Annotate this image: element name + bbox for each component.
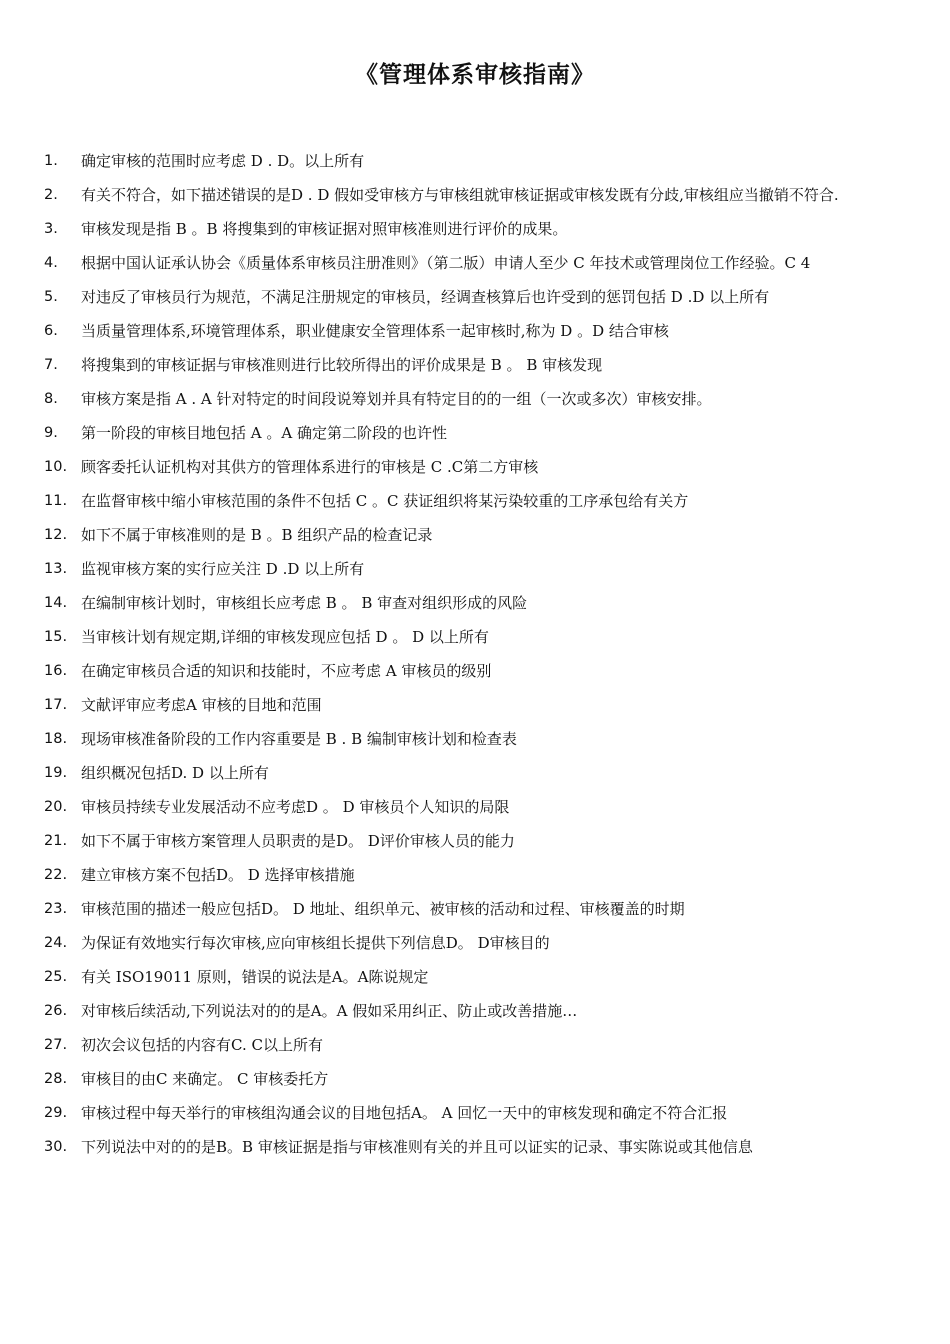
question-text: 组织概况包括D. D 以上所有 (81, 764, 269, 782)
question-number: 17. (44, 697, 68, 713)
question-text: 根据中国认证承认协会《质量体系审核员注册准则》（第二版）申请人至少 C 年技术或管理岗位工作经验。C 4 (81, 254, 811, 272)
question-item (44, 484, 910, 518)
question-number: 14. (44, 595, 68, 611)
question-text: 审核目的由C 来确定。 C 审核委托方 (81, 1070, 329, 1088)
question-item (44, 212, 910, 246)
question-number: 26. (44, 1003, 68, 1019)
question-item (44, 382, 910, 416)
question-number: 1. (44, 153, 58, 169)
question-text: 为保证有效地实行每次审核,应向审核组长提供下列信息D。 D审核目的 (81, 934, 550, 952)
question-number: 28. (44, 1071, 68, 1087)
question-text: 初次会议包括的内容有C. C以上所有 (81, 1036, 323, 1054)
question-number: 24. (44, 935, 68, 951)
question-number: 19. (44, 765, 68, 781)
question-item (44, 314, 910, 348)
question-item (44, 518, 910, 552)
question-item (44, 858, 910, 892)
question-item (44, 586, 910, 620)
question-number: 22. (44, 867, 68, 883)
question-text: 当审核计划有规定期,详细的审核发现应包括 D 。 D 以上所有 (81, 628, 489, 646)
question-item (44, 416, 910, 450)
question-number: 15. (44, 629, 68, 645)
question-number: 12. (44, 527, 68, 543)
question-item (44, 144, 910, 178)
question-text: 文献评审应考虑A 审核的目地和范围 (81, 696, 322, 714)
question-item (44, 994, 910, 1028)
question-item (44, 654, 910, 688)
question-item (44, 824, 910, 858)
question-item (44, 926, 910, 960)
question-item (44, 688, 910, 722)
question-number: 18. (44, 731, 68, 747)
question-item (44, 892, 910, 926)
question-item (44, 960, 910, 994)
question-text: 有关 ISO19011 原则，错误的说法是A。A陈说规定 (81, 968, 429, 986)
question-item (44, 246, 910, 280)
question-item (44, 1028, 910, 1062)
question-number: 29. (44, 1105, 68, 1121)
question-text: 对审核后续活动,下列说法对的的是A。A 假如采用纠正、防止或改善措施… (81, 1002, 578, 1020)
question-text: 审核员持续专业发展活动不应考虑D 。 D 审核员个人知识的局限 (81, 798, 510, 816)
question-number: 8. (44, 391, 58, 407)
question-text: 顾客委托认证机构对其供方的管理体系进行的审核是 C .C第二方审核 (81, 458, 539, 476)
question-number: 10. (44, 459, 68, 475)
question-number: 3. (44, 221, 58, 237)
question-list (44, 144, 910, 1164)
question-text: 将搜集到的审核证据与审核准则进行比较所得出的评价成果是 B 。 B 审核发现 (81, 356, 603, 374)
question-text: 如下不属于审核方案管理人员职责的是D。 D评价审核人员的能力 (81, 832, 515, 850)
question-text: 如下不属于审核准则的是 B 。B 组织产品的检查记录 (81, 526, 433, 544)
question-text: 监视审核方案的实行应关注 D .D 以上所有 (81, 560, 365, 578)
question-text: 审核范围的描述一般应包括D。 D 地址、组织单元、被审核的活动和过程、审核覆盖的时期 (81, 900, 685, 918)
question-text: 确定审核的范围时应考虑 D . D。以上所有 (81, 152, 365, 170)
question-number: 20. (44, 799, 68, 815)
question-text: 当质量管理体系,环境管理体系，职业健康安全管理体系一起审核时,称为 D 。D 结合审核 (81, 322, 669, 340)
question-text: 审核发现是指 B 。B 将搜集到的审核证据对照审核准则进行评价的成果。 (81, 220, 568, 238)
question-number: 23. (44, 901, 68, 917)
question-text: 建立审核方案不包括D。 D 选择审核措施 (81, 866, 355, 884)
question-number: 9. (44, 425, 58, 441)
question-number: 16. (44, 663, 68, 679)
question-number: 2. (44, 187, 58, 203)
question-item (44, 178, 910, 212)
question-item (44, 620, 910, 654)
question-text: 下列说法中对的的是B。B 审核证据是指与审核准则有关的并且可以证实的记录、事实陈说或其他信息 (81, 1138, 753, 1156)
question-text: 在确定审核员合适的知识和技能时，不应考虑 A 审核员的级别 (81, 662, 492, 680)
question-text: 对违反了审核员行为规范，不满足注册规定的审核员，经调查核算后也许受到的惩罚包括 D .D 以上所有 (81, 288, 770, 306)
question-number: 27. (44, 1037, 68, 1053)
question-number: 30. (44, 1139, 68, 1155)
question-item (44, 1062, 910, 1096)
question-item (44, 790, 910, 824)
question-number: 5. (44, 289, 58, 305)
question-text: 现场审核准备阶段的工作内容重要是 B . B 编制审核计划和检查表 (81, 730, 517, 748)
question-text: 在监督审核中缩小审核范围的条件不包括 C 。C 获证组织将某污染较重的工序承包给有关方 (81, 492, 689, 510)
question-item (44, 450, 910, 484)
question-number: 13. (44, 561, 68, 577)
question-number: 25. (44, 969, 68, 985)
question-item (44, 722, 910, 756)
question-item (44, 1096, 910, 1130)
question-item (44, 756, 910, 790)
question-number: 4. (44, 255, 58, 271)
question-item (44, 280, 910, 314)
question-item (44, 348, 910, 382)
question-number: 7. (44, 357, 58, 373)
document-title: 《管理体系审核指南》 (355, 62, 595, 88)
question-text: 审核方案是指 A . A 针对特定的时间段说筹划并具有特定目的的一组（一次或多次）审核安排。 (81, 390, 712, 408)
question-text: 在编制审核计划时，审核组长应考虑 B 。 B 审查对组织形成的风险 (81, 594, 528, 612)
question-number: 11. (44, 493, 68, 509)
question-number: 21. (44, 833, 68, 849)
question-text: 有关不符合，如下描述错误的是D . D 假如受审核方与审核组就审核证据或审核发既有分歧,审核组应当撤销不符合. (81, 186, 839, 204)
question-number: 6. (44, 323, 58, 339)
question-text: 第一阶段的审核目地包括 A 。A 确定第二阶段的也许性 (81, 424, 447, 442)
question-item (44, 1130, 910, 1164)
question-text: 审核过程中每天举行的审核组沟通会议的目地包括A。 A 回忆一天中的审核发现和确定不符合汇报 (81, 1104, 728, 1122)
question-item (44, 552, 910, 586)
